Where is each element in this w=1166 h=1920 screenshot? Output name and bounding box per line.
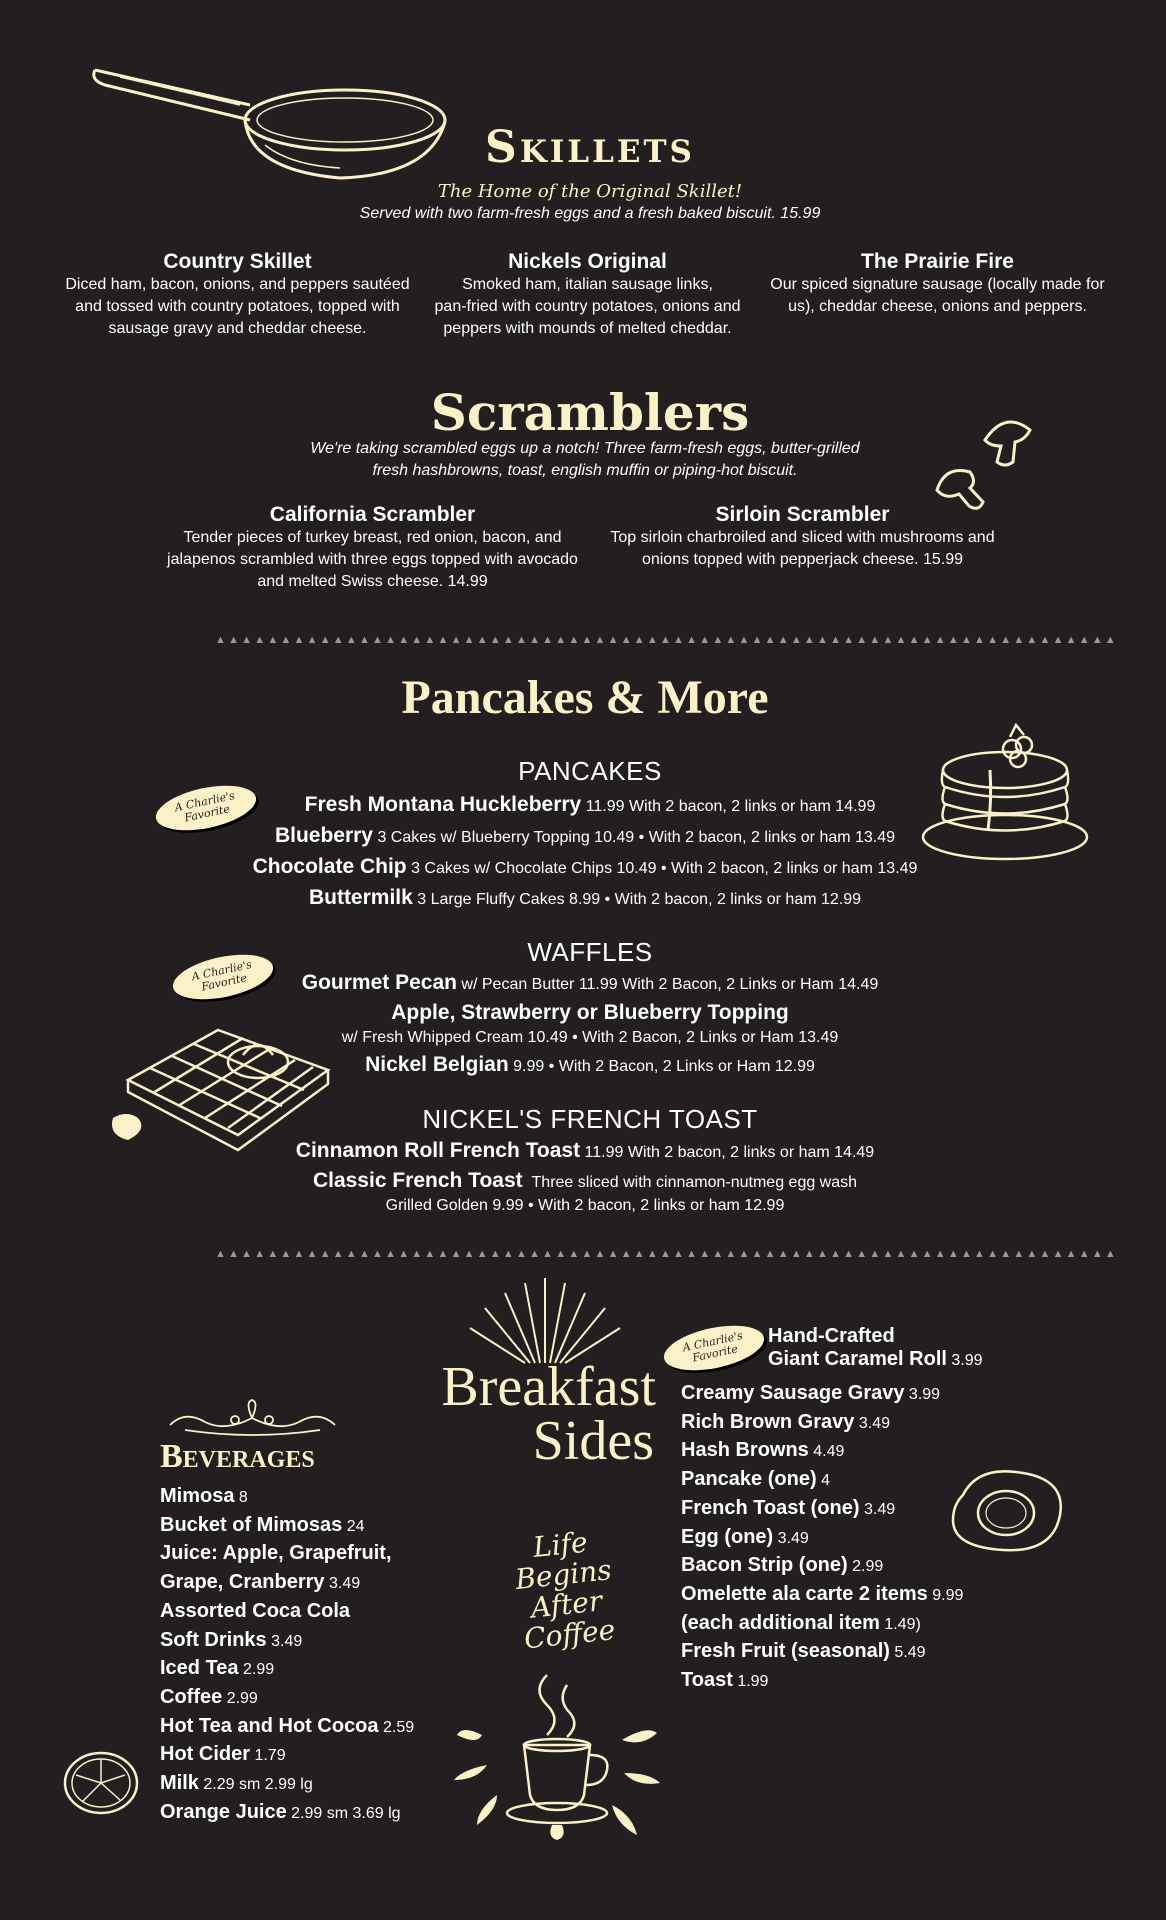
beverage-name: Milk [160,1772,199,1795]
waffles-heading: WAFFLES [527,937,653,967]
beverage-price: 2.99 sm 3.69 lg [291,1804,401,1822]
beverage-price: 3.49 [328,1575,361,1593]
coffee-slogan-line: Life [531,1525,590,1565]
item-desc-line: and melted Swiss cheese. 14.99 [257,573,488,590]
beverage-name: Coffee [160,1685,223,1708]
beverage-price: 2.59 [382,1718,415,1736]
list-item [681,1466,963,1495]
side-price: 5.49 [894,1644,926,1662]
item-name: California Scrambler [269,503,476,526]
sides-list [681,1380,963,1696]
item-desc-line: jalapenos scrambled with three eggs topped with avocado [167,551,578,568]
charlies-favorite-badge: A Charlie's Favorite [169,947,277,1007]
orange-slice-icon [62,1750,140,1816]
beverage-price: 24 [346,1517,365,1535]
menu-item-detail: w/ Fresh Whipped Cream 10.49 • With 2 Bacon, 2 Links or Ham 13.49 [341,1029,839,1046]
side-name: Pancake (one) [681,1468,817,1491]
menu-item-name: Gourmet Pecan [301,971,457,994]
menu-item-name: Apple, Strawberry or Blueberry Topping [391,1001,789,1024]
beverage-price: 2.99 [243,1661,275,1679]
item-name: Country Skillet [163,250,312,273]
sides-title-line1: Breakfast [441,1356,656,1418]
menu-item-detail: Three sliced with cinnamon-nutmeg egg wash [531,1174,858,1191]
coffee-slogan-line: Begins [513,1553,614,1597]
menu-item-name: Chocolate Chip [252,855,407,878]
coffee-cup-icon [452,1665,662,1840]
charlies-favorite-badge: A Charlie's Favorite [152,778,260,838]
list-item [681,1524,963,1553]
list-item [681,1581,963,1610]
pancake-line [180,886,990,910]
section-divider: ▲▲▲▲▲▲▲▲▲▲▲▲▲▲▲▲▲▲▲▲▲▲▲▲▲▲▲▲▲▲▲▲▲▲▲▲▲▲▲▲▲▲▲▲▲▲▲▲▲▲▲▲▲▲▲▲▲▲▲▲▲▲▲▲▲▲▲▲▲ [215,634,1119,646]
menu-item-name: Cinnamon Roll French Toast [295,1139,581,1162]
list-item [681,1437,963,1466]
waffle-line-apple-detail [250,1029,930,1047]
list-item [160,1741,414,1770]
side-name: (each additional item [681,1611,880,1634]
menu-item-detail: 3 Large Fluffy Cakes 8.99 • With 2 bacon, 2 links or ham 12.99 [417,891,862,908]
list-item [160,1655,414,1684]
scramblers-intro-line: fresh hashbrowns, toast, english muffin or piping-hot biscuit. [372,462,798,479]
caramel-roll-line1: Hand-Crafted [768,1325,895,1347]
item-desc-line: Diced ham, bacon, onions, and peppers sautéed [65,276,410,293]
menu-item-name: Classic French Toast [312,1169,523,1192]
menu-item-detail: 11.99 With 2 bacon, 2 links or ham 14.49 [584,1144,875,1161]
french-toast-heading: NICKEL'S FRENCH TOAST [422,1104,758,1134]
item-desc-line: peppers with mounds of melted cheddar. [443,320,732,337]
beverage-price: 2.99 [226,1689,258,1707]
french-toast-line-classic-detail [180,1197,990,1215]
list-item [160,1713,414,1742]
coffee-slogan-line: After [529,1584,604,1625]
side-price: 3.49 [858,1414,890,1432]
charlies-favorite-badge: A Charlie's Favorite [660,1318,768,1378]
item-desc-line: sausage gravy and cheddar cheese. [108,320,367,337]
item-desc-line: Our spiced signature sausage (locally made for [770,276,1105,293]
menu-item-detail: 3 Cakes w/ Blueberry Topping 10.49 • With 2 bacon, 2 links or ham 13.49 [377,829,896,846]
beverages-title: Beverages [160,1438,315,1475]
side-name: Toast [681,1669,733,1692]
beverage-name: Iced Tea [160,1657,239,1680]
side-price: 1.99 [737,1673,769,1691]
list-item [681,1638,963,1667]
french-toast-line-classic [180,1169,990,1193]
list-item [681,1380,963,1409]
sides-title-line2: Sides [532,1410,654,1472]
mushroom-icon [935,410,1035,515]
french-toast-line-cinnamon [180,1139,990,1163]
side-price: 9.99 [932,1586,964,1604]
menu-item-detail: 3 Cakes w/ Chocolate Chips 10.49 • With 2 bacon, 2 links or ham 13.49 [411,860,918,877]
beverage-price: 2.29 sm 2.99 lg [203,1776,313,1794]
menu-item-detail: 9.99 • With 2 Bacon, 2 Links or Ham 12.99 [513,1058,815,1075]
beverage-name: Soft Drinks [160,1628,267,1651]
beverage-name: Bucket of Mimosas [160,1513,343,1536]
beverage-name: Hot Cider [160,1743,250,1766]
item-name: Nickels Original [508,250,667,273]
scramblers-title: Scramblers [430,383,750,442]
side-price: 4.49 [813,1443,845,1461]
scrambler-item-sirloin [590,503,1015,571]
side-price: 3.49 [863,1500,896,1518]
menu-item-name: Buttermilk [308,886,413,909]
beverage-name: Mimosa [160,1485,235,1507]
caramel-roll-price: 3.99 [951,1352,983,1369]
side-price: 4 [821,1472,830,1490]
ornament-flourish-icon [165,1400,340,1435]
side-name: Rich Brown Gravy [681,1410,855,1433]
beverage-price: 3.49 [271,1632,303,1650]
menu-item-name: Blueberry [274,824,373,847]
caramel-roll-line2: Giant Caramel Roll [768,1348,947,1370]
list-item [681,1495,963,1524]
side-price: 3.49 [777,1529,809,1547]
beverage-name: Assorted Coca Cola [160,1599,351,1622]
skillets-title: Skillets [485,122,695,173]
coffee-slogan-line: Coffee [522,1613,617,1656]
list-item [160,1684,414,1713]
side-name: Creamy Sausage Gravy [681,1382,905,1404]
item-name: Sirloin Scrambler [715,503,890,526]
skillets-tagline: The Home of the Original Skillet! [437,181,743,202]
side-price: 3.99 [908,1386,941,1403]
side-name: French Toast (one) [681,1496,860,1519]
waffle-icon [108,1010,338,1160]
pancakes-heading: PANCAKES [518,756,662,786]
coffee-slogan [499,1524,631,1656]
menu-item-name: Nickel Belgian [365,1053,509,1076]
side-name: Hash Browns [681,1439,809,1462]
waffle-line-belgian [250,1053,930,1077]
pancake-line [180,855,990,879]
skillets-served-note: Served with two farm-fresh eggs and a fresh baked biscuit. 15.99 [359,205,821,222]
list-item [160,1540,414,1569]
waffle-line-gourmet [250,971,930,995]
menu-item-name: Fresh Montana Huckleberry [304,793,582,816]
beverage-price: 1.79 [254,1747,286,1765]
item-desc-line: pan-fried with country potatoes, onions and [434,298,741,315]
list-item [681,1552,963,1581]
menu-item-detail: w/ Pecan Butter 11.99 With 2 Bacon, 2 Links or Ham 14.49 [461,976,879,993]
beverages-list [160,1483,414,1827]
list-item [160,1770,414,1799]
list-item [160,1569,414,1598]
side-price: 2.99 [852,1558,884,1576]
pancake-line [180,824,990,848]
list-item [160,1627,414,1656]
item-name: The Prairie Fire [861,250,1014,273]
pancakes-more-title: Pancakes & More [401,671,769,724]
beverage-name: Orange Juice [160,1800,287,1823]
list-item [681,1409,963,1438]
section-divider: ▲▲▲▲▲▲▲▲▲▲▲▲▲▲▲▲▲▲▲▲▲▲▲▲▲▲▲▲▲▲▲▲▲▲▲▲▲▲▲▲▲▲▲▲▲▲▲▲▲▲▲▲▲▲▲▲▲▲▲▲▲▲▲▲▲▲▲▲▲ [215,1248,1119,1260]
list-item [160,1483,414,1512]
fried-egg-icon [948,1465,1068,1555]
beverage-name: Grape, Cranberry [160,1571,325,1594]
list-item [160,1799,414,1828]
item-desc-line: Tender pieces of turkey breast, red onion, bacon, and [183,529,562,546]
side-name: Omelette ala carte 2 items [681,1582,928,1605]
beverage-name: Juice: Apple, Grapefruit, [160,1542,392,1565]
menu-item-detail: 11.99 With 2 bacon, 2 links or ham 14.99 [585,798,876,815]
scrambler-item-california [160,503,585,593]
beverage-price: 8 [238,1489,248,1506]
item-desc-line: Smoked ham, italian sausage links, [462,276,713,293]
item-desc-line: Top sirloin charbroiled and sliced with mushrooms and [610,529,995,546]
list-item [681,1667,963,1696]
list-item [681,1610,963,1639]
skillet-pan-icon [90,60,450,185]
item-desc-line: and tossed with country potatoes, topped with [75,298,400,315]
list-item [160,1598,414,1627]
list-item [160,1512,414,1541]
scramblers-intro-line: We're taking scrambled eggs up a notch! Three farm-fresh eggs, butter-grilled [310,440,860,457]
scramblers-intro [240,438,930,482]
caramel-roll-item [768,1325,983,1371]
waffle-line-apple [250,1001,930,1025]
side-name: Bacon Strip (one) [681,1554,848,1577]
item-desc-line: onions topped with pepperjack cheese. 15.99 [641,551,964,568]
item-desc-line: us), cheddar cheese, onions and peppers. [788,298,1087,315]
sunburst-icon [460,1278,630,1363]
beverage-name: Hot Tea and Hot Cocoa [160,1714,379,1737]
skillet-item-nickels-original [415,250,760,340]
pancake-line [230,793,950,817]
side-price: 1.49) [884,1615,921,1633]
menu-item-detail: Grilled Golden 9.99 • With 2 bacon, 2 links or ham 12.99 [385,1197,785,1214]
skillet-item-country [60,250,415,340]
skillet-item-prairie-fire [760,250,1115,318]
side-name: Fresh Fruit (seasonal) [681,1640,890,1663]
side-name: Egg (one) [681,1525,774,1548]
